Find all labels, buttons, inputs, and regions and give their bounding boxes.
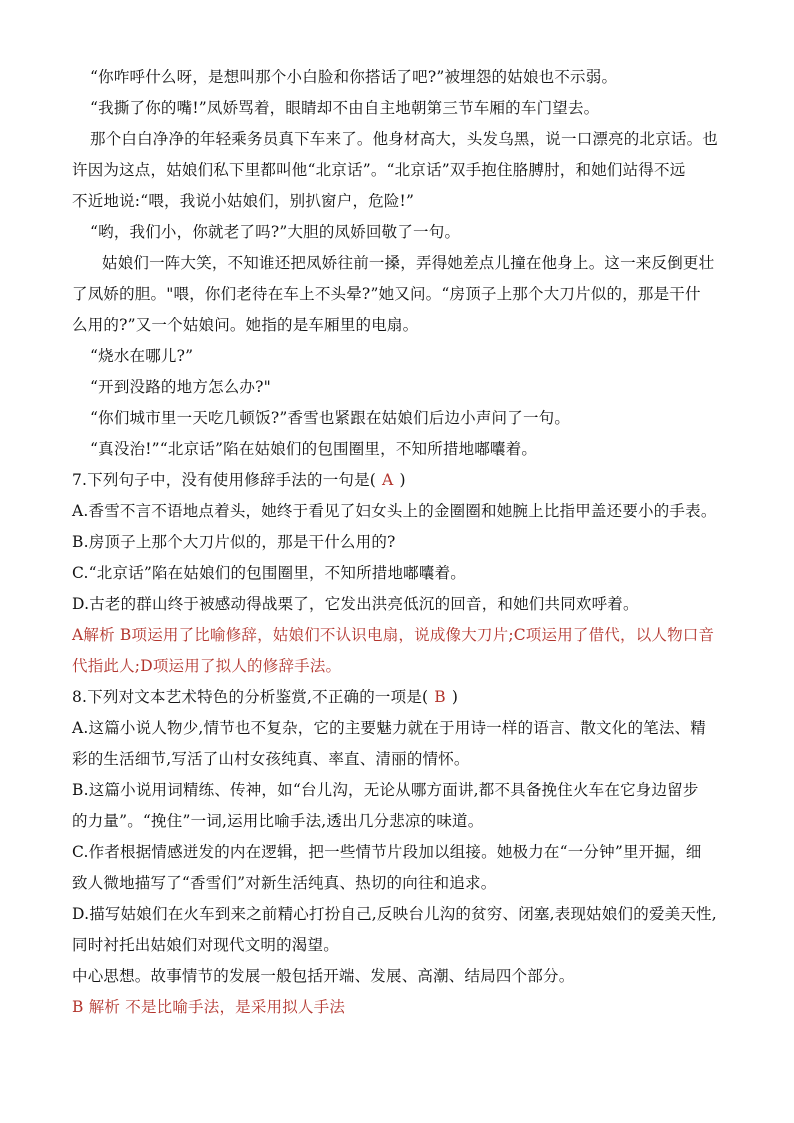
question-stem-text: 7.下列句子中，没有使用修辞手法的一句是( — [72, 471, 377, 489]
passage — [72, 62, 732, 465]
passage-line: 么用的?”又一个姑娘问。她指的是车厢里的电扇。 — [72, 316, 419, 334]
passage-line: “你们城市里一天吃几顿饭?”香雪也紧跟在姑娘们后边小声问了一句。 — [90, 409, 571, 427]
analysis-line: A解析 B项运用了比喻修辞，姑娘们不认识电扇，说成像大刀片;C项运用了借代，以人物口音 — [72, 626, 715, 644]
passage-line: “哟，我们小，你就老了吗?”大胆的凤娇回敬了一句。 — [90, 223, 461, 241]
option-line: D.描写姑娘们在火车到来之前精心打扮自己,反映台儿沟的贫穷、闭塞,表现姑娘们的爱美天性, — [72, 905, 717, 923]
passage-line: 姑娘们一阵大笑，不知谁还把凤娇往前一搡，弄得她差点儿撞在他身上。这一来反倒更壮 — [102, 254, 715, 272]
question-stem-close: ) — [451, 688, 459, 706]
document-page — [72, 62, 732, 1023]
option-line: 致人微地描写了“香雪们”对新生活纯真、热切的向往和追求。 — [72, 874, 497, 892]
summary-line: 中心思想。故事情节的发展一般包括开端、发展、高潮、结局四个部分。 — [72, 967, 575, 985]
question-7 — [72, 465, 732, 682]
option-line: 彩的生活细节,写活了山村女孩纯真、率直、清丽的情怀。 — [72, 750, 470, 768]
option-line: 同时衬托出姑娘们对现代文明的渴望。 — [72, 936, 339, 954]
question-8 — [72, 682, 732, 1023]
passage-line: “你咋呼什么呀，是想叫那个小白脸和你搭话了吧?”被埋怨的姑娘也不示弱。 — [90, 68, 618, 86]
passage-line: “开到没路的地方怎么办?" — [90, 378, 271, 396]
option-c: C.“北京话”陷在姑娘们的包围圈里，不知所措地嘟囔着。 — [72, 564, 466, 582]
answer-mark: B — [434, 688, 446, 706]
passage-line: “真没治!”“北京话”陷在姑娘们的包围圈里，不知所措地嘟囔着。 — [90, 440, 538, 458]
question-7-stem — [72, 465, 732, 496]
passage-line: “烧水在哪儿?” — [90, 347, 194, 365]
question-stem-close: ) — [399, 471, 406, 489]
option-b: B.房顶子上那个大刀片似的，那是干什么用的? — [72, 533, 396, 551]
analysis-line: B 解析 不是比喻手法，是采用拟人手法 — [72, 998, 346, 1016]
passage-line: 许因为这点，姑娘们私下里都叫他“北京话”。“北京话”双手抱住胳膊肘，和她们站得不远 — [72, 161, 686, 179]
question-stem-text: 8.下列对文本艺术特色的分析鉴赏,不正确的一项是( — [72, 688, 429, 706]
passage-line: 不近地说:“喂，我说小姑娘们，别扒窗户，危险!” — [72, 192, 415, 210]
option-d: D.古老的群山终于被感动得战栗了，它发出洪亮低沉的回音，和她们共同欢呼着。 — [72, 595, 639, 613]
passage-line: “我撕了你的嘴!”凤娇骂着，眼睛却不由自主地朝第三节车厢的车门望去。 — [90, 99, 600, 117]
answer-mark: A — [382, 471, 394, 489]
question-8-stem — [72, 682, 732, 713]
passage-line: 了凤娇的胆。"喂，你们老待在车上不头晕?”她又问。“房顶子上那个大刀片似的，那是干什 — [72, 285, 701, 303]
option-line: 的力量”。“挽住”一词,运用比喻手法,透出几分悲凉的味道。 — [72, 812, 484, 830]
passage-line: 那个白白净净的年轻乘务员真下车来了。他身材高大，头发乌黑，说一口漂亮的北京话。也 — [90, 130, 719, 148]
option-line: A.这篇小说人物少,情节也不复杂，它的主要魅力就在于用诗一样的语言、散文化的笔法、精 — [72, 719, 706, 737]
analysis-line: 代指此人;D项运用了拟人的修辞手法。 — [72, 657, 342, 675]
option-a: A.香雪不言不语地点着头，她终于看见了妇女头上的金圈圈和她腕上比指甲盖还要小的手表。 — [72, 502, 717, 520]
option-line: C.作者根据情感迸发的内在逻辑，把一些情节片段加以组接。她极力在“一分钟”里开掘，细 — [72, 843, 702, 861]
option-line: B.这篇小说用词精练、传神，如“台儿沟，无论从哪方面讲,都不具备挽住火车在它身边留步 — [72, 781, 699, 799]
